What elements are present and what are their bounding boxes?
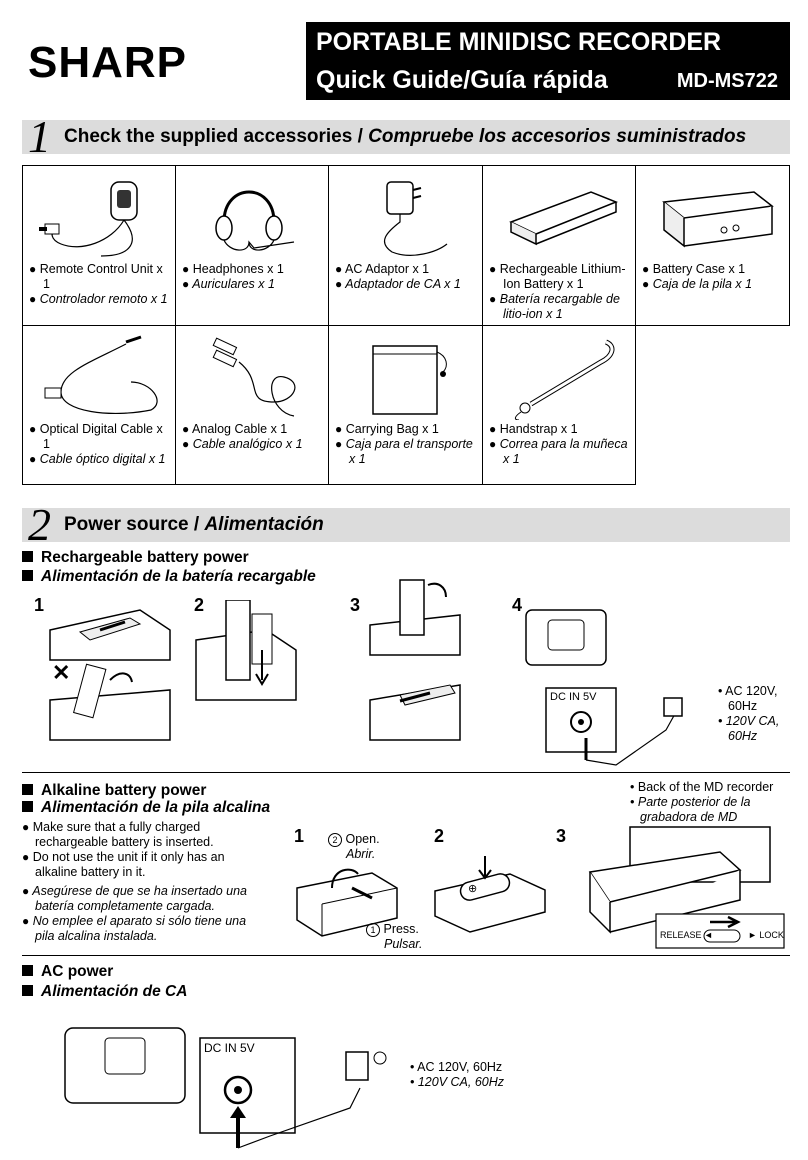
alkaline-notes: ● Make sure that a fully charged rechargeable battery is inserted. ● Do not use the unit if it only has an alkaline battery in it. ● Asegúrese de que se ha insertado una batería completamente cargada. ● No emplee el aparato si sólo tiene una pila alcalina instalada. [22,820,248,943]
step-circle: 2 [328,833,342,847]
back-of-recorder-note: • Back of the MD recorder • Parte posterior de la grabadora de MD [630,780,774,824]
accessory-analog-cable: ● Analog Cable x 1 ● Cable analógico x 1 [175,325,329,485]
ac-heading-en: AC power [22,963,113,981]
carrying-bag-illustration [337,332,477,420]
battery-case-illustration [644,172,784,260]
ac-adaptor-illustration [337,172,477,260]
lithium-battery-illustration [491,172,631,260]
document-subtitle: Quick Guide/Guía rápida [316,66,608,94]
rechargeable-heading-en: Rechargeable battery power [22,549,249,567]
remote-control-illustration [31,172,171,260]
model-number: MD-MS722 [676,70,778,92]
item-label-en: Carrying Bag x 1 [345,422,439,436]
step-number: 1 [294,826,305,846]
document-title: PORTABLE MINIDISC RECORDER [316,28,722,56]
note: Make sure that a fully charged rechargeable battery is inserted. [32,820,214,849]
accessory-optical-cable: ● Optical Digital Cable x 1 ● Cable óptico digital x 1 [22,325,176,485]
alkaline-step2-illustration [430,856,550,936]
item-label-en: Battery Case x 1 [652,262,746,276]
item-label-es: Batería recargable de litio-ion x 1 [499,292,620,321]
svg-text:✕: ✕ [52,660,71,685]
section-title-en: Power source / [64,514,205,535]
ac-spec-en: AC 120V, 60Hz [417,1060,503,1074]
svg-text:⊕: ⊕ [468,883,478,895]
accessory-handstrap: ● Handstrap x 1 ● Correa para la muñeca x 1 [482,325,636,485]
headphones-illustration [184,172,324,260]
note: Asegúrese de que se ha insertado una batería completamente cargada. [32,884,248,913]
step-number: 4 [512,595,523,615]
step-number: 2 [434,826,445,846]
section-number: 1 [28,111,51,162]
accessory-headphones: ● Headphones x 1 ● Auriculares x 1 [175,165,329,326]
step-number: 3 [556,826,567,846]
accessory-ac-adaptor: ● AC Adaptor x 1 ● Adaptador de CA x 1 [328,165,483,326]
item-label-en: Handstrap x 1 [499,422,578,436]
ac-spec-es: 120V CA, 60Hz [725,714,780,743]
item-label-es: Correa para la muñeca x 1 [499,437,628,466]
accessory-carrying-bag: ● Carrying Bag x 1 ● Caja para el transporte x 1 [328,325,483,485]
ac-power-illustration [60,1018,460,1158]
note: Do not use the unit if it only has an alkaline battery in it. [32,850,225,879]
section-1-header [22,111,790,162]
item-label-en: Headphones x 1 [192,262,284,276]
accessory-grid [22,165,790,485]
ac-spec: • AC 120V, 60Hz • 120V CA, 60Hz [410,1060,505,1089]
handstrap-illustration [491,332,631,420]
section-title-es: Compruebe los accesorios suministrados [368,126,747,147]
ac-spec-en: AC 120V, 60Hz [725,684,778,713]
item-label-en: Remote Control Unit x 1 [39,262,163,291]
step4-charge-illustration [516,600,716,770]
item-label-en: Rechargeable Lithium-Ion Battery x 1 [499,262,626,291]
dc-in-label: DC IN 5V [204,1041,255,1055]
item-label-es: Caja para el transporte x 1 [345,437,473,466]
analog-cable-illustration [184,332,324,420]
step-circle: 1 [366,923,380,937]
section-2-header [22,499,790,550]
step-number: 1 [34,595,45,615]
alkaline-heading-es: Alimentación de la pila alcalina [22,799,270,817]
accessory-remote: ● Remote Control Unit x 1 ● Controlador remoto x 1 [22,165,176,326]
alkaline-heading-en: Alkaline battery power [22,782,206,800]
step-number: 3 [350,595,361,615]
title-box [306,22,790,100]
rechargeable-heading-es: Alimentación de la batería recargable [22,568,316,586]
step3-close-lid-illustration [360,575,510,750]
accessory-battery-case: ● Battery Case x 1 ● Caja de la pila x 1 [635,165,790,326]
item-label-es: Cable óptico digital x 1 [39,452,166,466]
item-label-en: AC Adaptor x 1 [345,262,430,276]
section-title-en: Check the supplied accessories / [64,126,369,147]
ac-spec-es: 120V CA, 60Hz [417,1075,505,1089]
open-instruction: 2 Open. Abrir. [328,832,380,862]
note: No emplee el aparato si sólo tiene una pila alcalina instalada. [32,914,247,943]
brand-logo: SHARP [28,38,188,87]
ac-spec: • AC 120V, 60Hz • 120V CA, 60Hz [718,684,780,743]
lock-label: ► LOCK [748,930,784,940]
accessory-lithium-battery: ● Rechargeable Lithium-Ion Battery x 1 ● Batería recargable de litio-ion x 1 [482,165,636,326]
optical-cable-illustration [31,332,171,420]
step1-insert-battery-illustration [40,600,190,750]
item-label-es: Controlador remoto x 1 [39,292,168,306]
item-label-es: Caja de la pila x 1 [652,277,753,291]
item-label-en: Optical Digital Cable x 1 [39,422,163,451]
release-label: RELEASE ◄ [660,930,713,940]
item-label-es: Adaptador de CA x 1 [345,277,461,291]
press-instruction: 1 Press. Pulsar. [366,922,422,952]
item-label-es: Cable analógico x 1 [192,437,303,451]
divider [22,955,790,956]
section-number: 2 [28,499,51,550]
step-number: 2 [194,595,205,615]
dc-in-label: DC IN 5V [550,691,597,703]
item-label-en: Analog Cable x 1 [192,422,288,436]
item-label-es: Auriculares x 1 [192,277,275,291]
divider [22,772,790,773]
section-title-es: Alimentación [204,514,324,535]
step2-insert-battery-illustration [186,600,336,710]
ac-heading-es: Alimentación de CA [22,983,187,1001]
